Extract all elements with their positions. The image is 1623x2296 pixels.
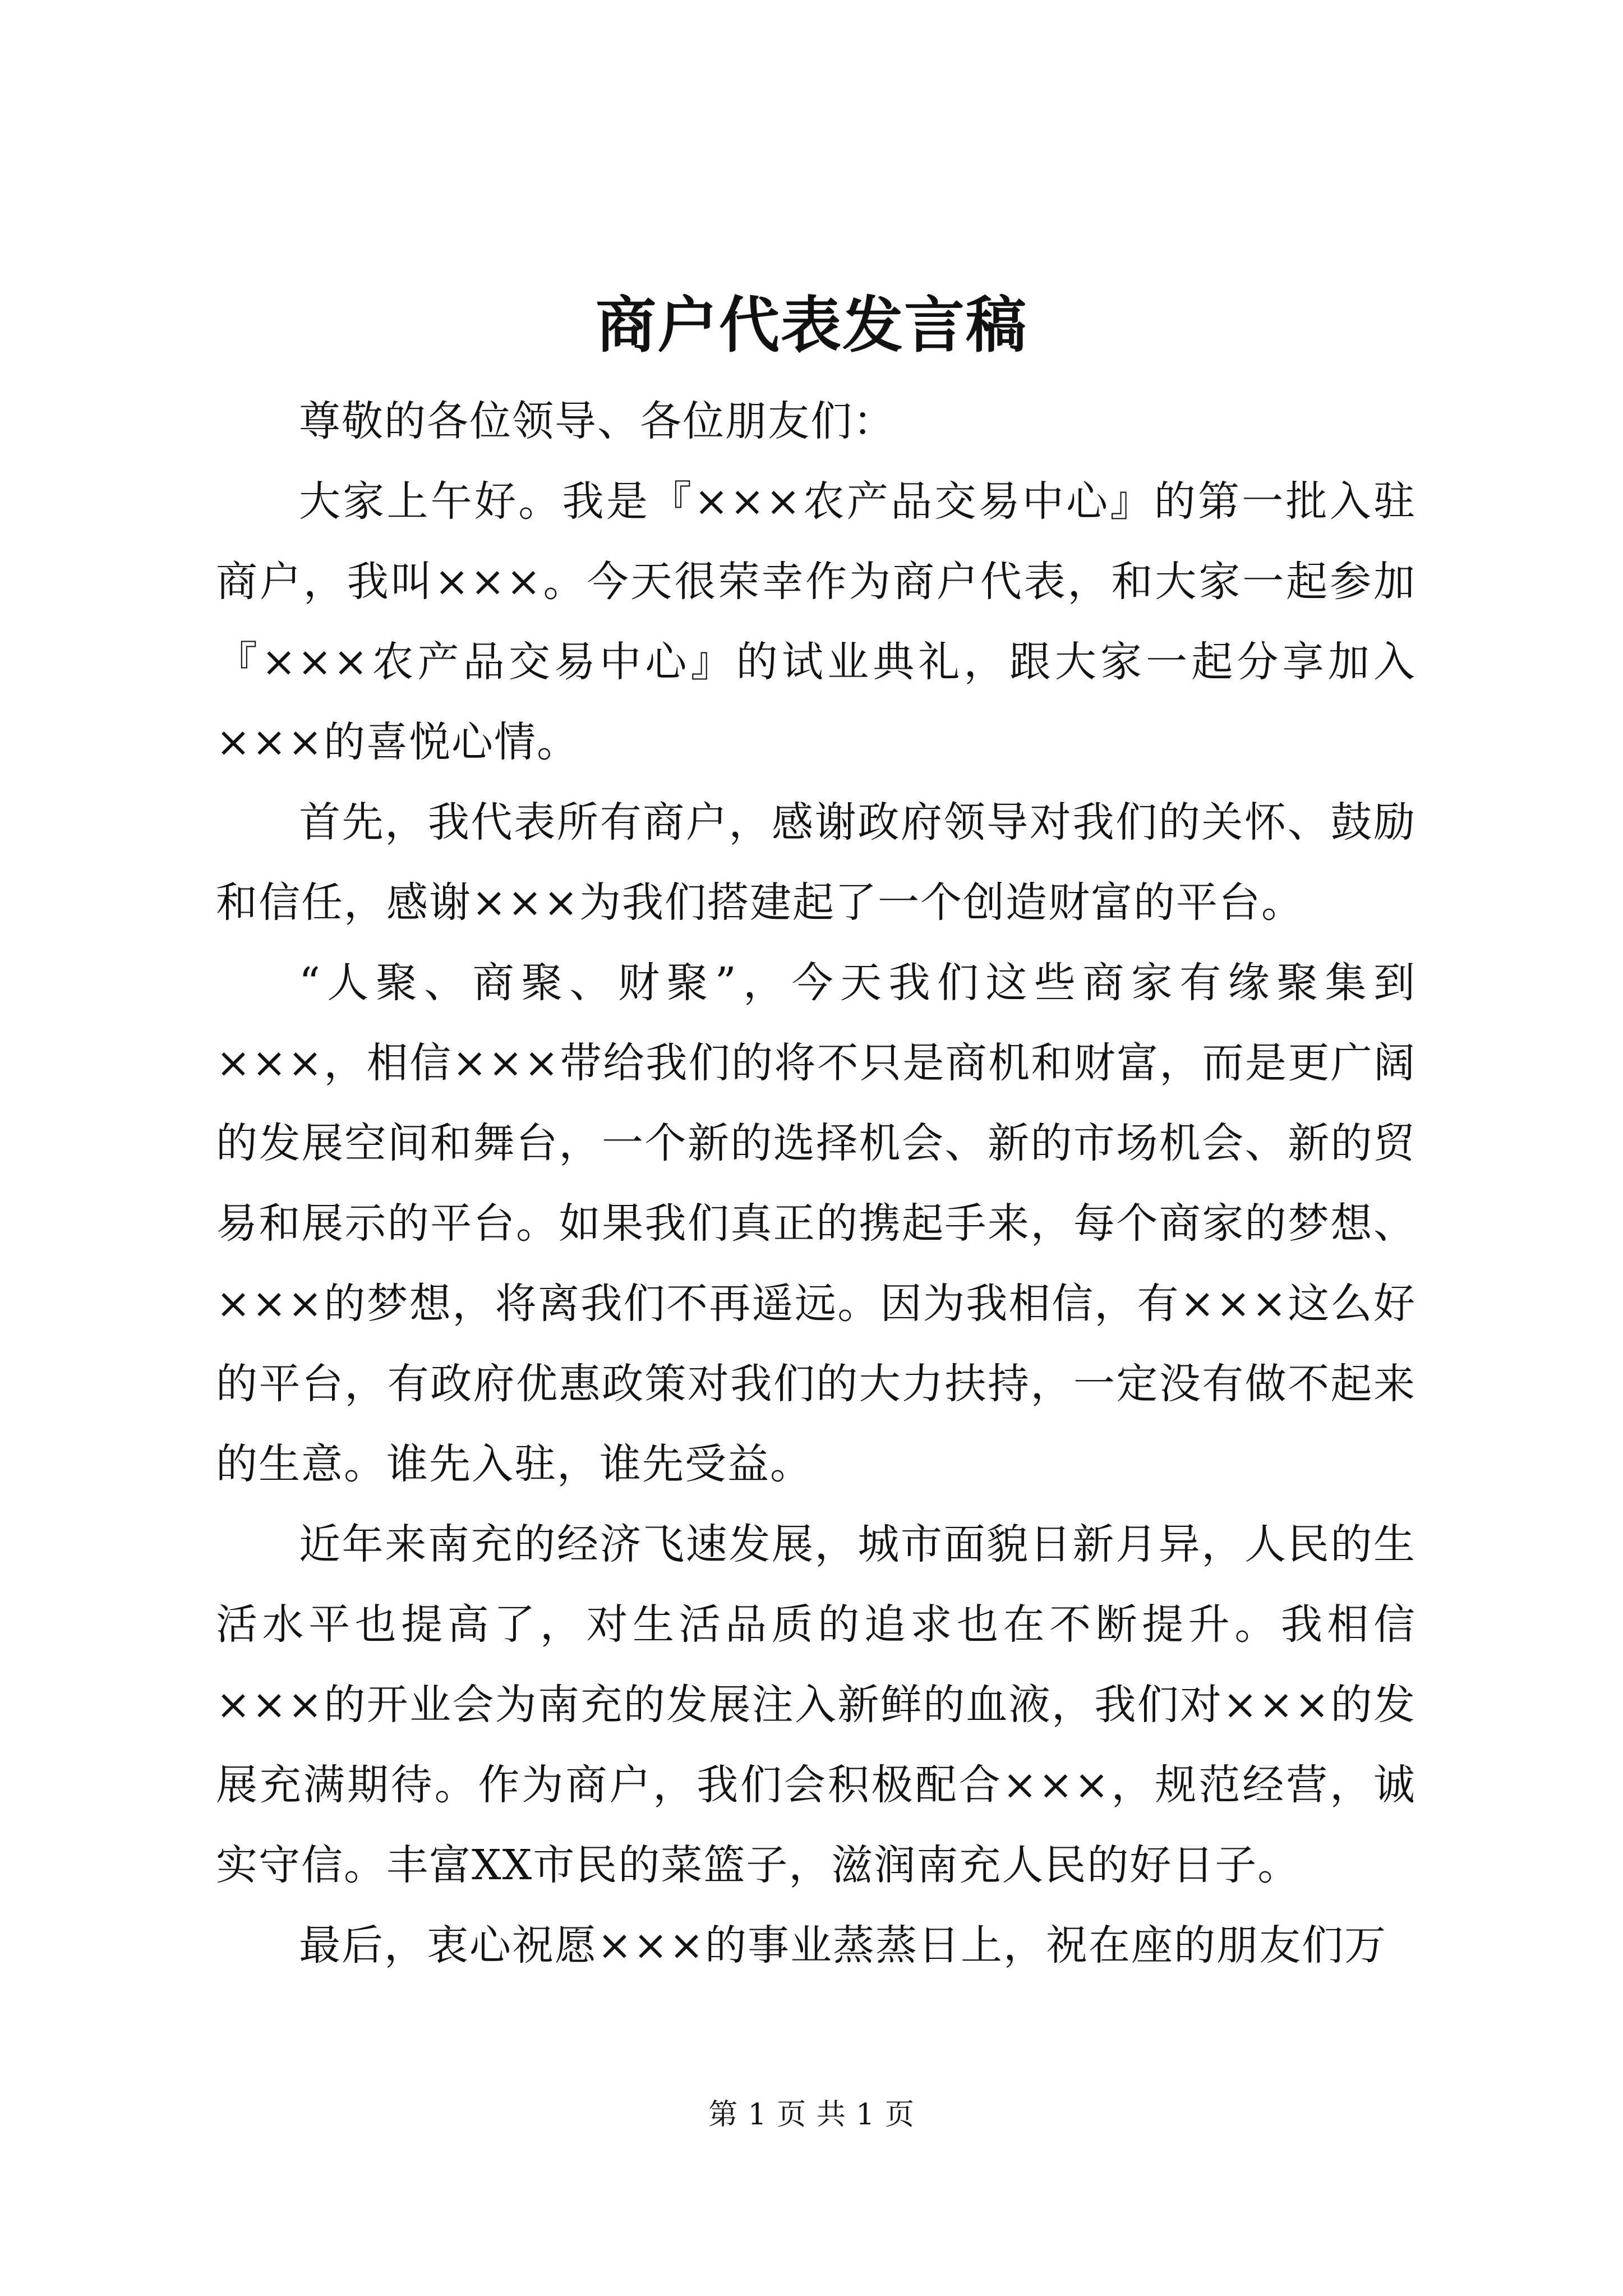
document-body [216,381,1416,1986]
body-paragraph: 近年来南充的经济飞速发展，城市面貌日新月异，人民的生活水平也提高了，对生活品质的追求也在不断提升。我相信×××的开业会为南充的发展注入新鲜的血液，我们对×××的发展充满期待。作为商户，我们会积极配合×××，规范经营，诚实守信。丰富XX市民的菜篮子，滋润南充人民的好日子。 [216,1520,1416,1889]
document-title: 商户代表发言稿 [595,290,1027,361]
body-paragraph: 大家上午好。我是『×××农产品交易中心』的第一批入驻商户，我叫×××。今天很荣幸作为商户代表，和大家一起参加『×××农产品交易中心』的试业典礼，跟大家一起分享加入×××的喜悦心情。 [216,477,1416,766]
body-paragraph: 最后，衷心祝愿×××的事业蒸蒸日上，祝在座的朋友们万 [299,1921,1387,1970]
body-paragraph: 首先，我代表所有商户，感谢政府领导对我们的关怀、鼓励和信任，感谢×××为我们搭建起了一个创造财富的平台。 [216,798,1416,927]
body-paragraph: “人聚、商聚、财聚”，今天我们这些商家有缘聚集到×××，相信×××带给我们的将不只是商机和财富，而是更广阔的发展空间和舞台，一个新的选择机会、新的市场机会、新的贸易和展示的平台。如果我们真正的携起手来，每个商家的梦想、×××的梦想，将离我们不再遥远。因为我相信，有×××这么好的平台，有政府优惠政策对我们的大力扶持，一定没有做不起来的生意。谁先入驻，谁先受益。 [216,959,1416,1488]
salutation-paragraph: 尊敬的各位领导、各位朋友们： [299,397,896,445]
page-footer: 第 1 页 共 1 页 [708,2098,915,2132]
